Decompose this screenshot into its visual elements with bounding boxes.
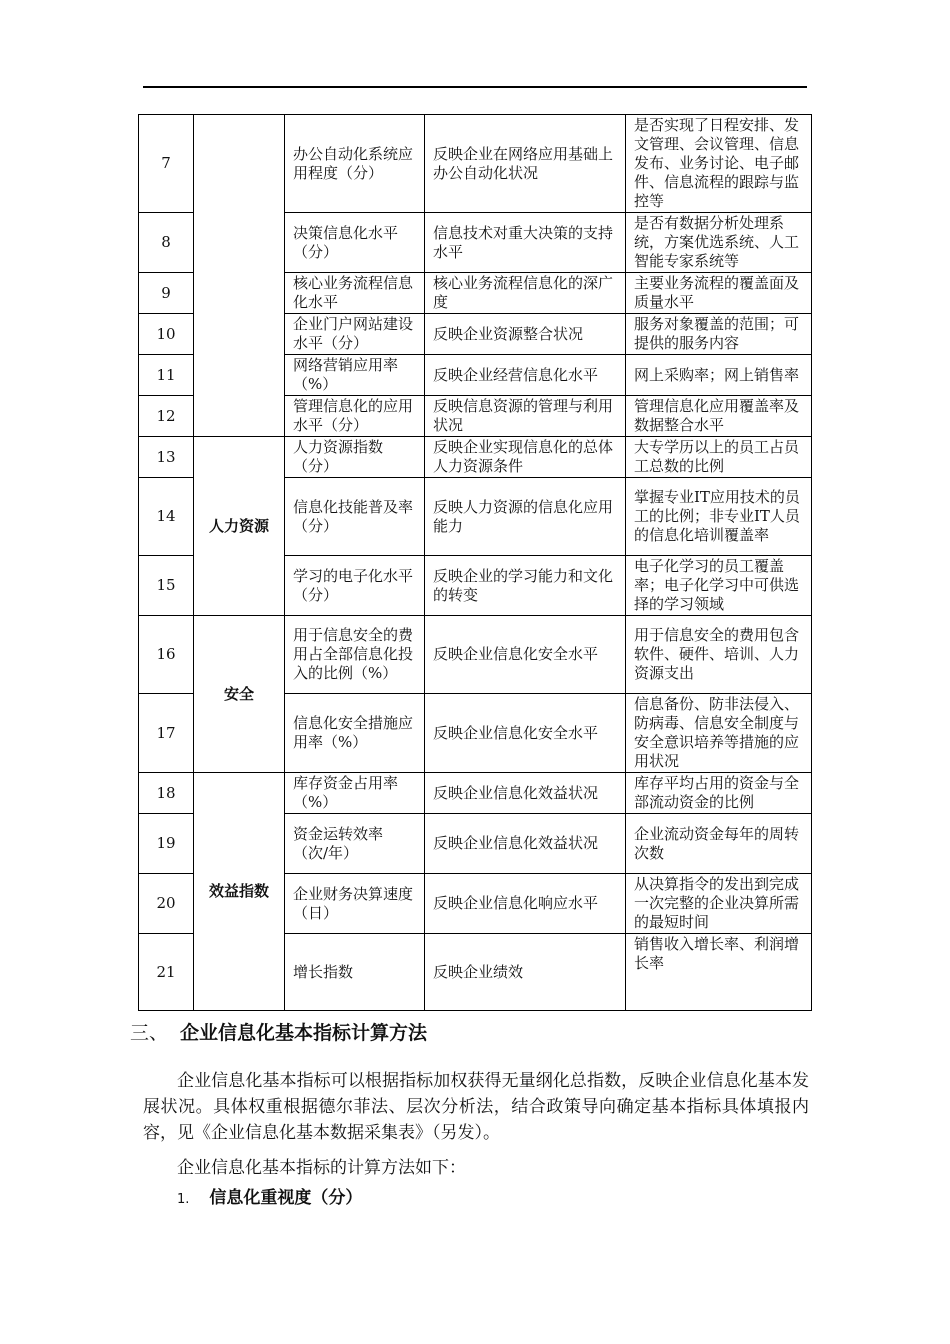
- indicator-name: 人力资源指数（分）: [285, 437, 425, 478]
- indicator-description: 服务对象覆盖的范围；可提供的服务内容: [626, 314, 812, 355]
- section-number: 三、: [130, 1022, 169, 1044]
- indicator-name: 用于信息安全的费用占全部信息化投入的比例（%）: [285, 616, 425, 694]
- category-hr: 人力资源: [194, 437, 285, 616]
- indicator-meaning: 反映企业信息化效益状况: [425, 814, 626, 874]
- indicator-name: 学习的电子化水平（分）: [285, 556, 425, 616]
- indicator-description: 主要业务流程的覆盖面及质量水平: [626, 273, 812, 314]
- table-row: [139, 437, 812, 478]
- row-number: 19: [139, 814, 194, 874]
- indicator-name: 核心业务流程信息化水平: [285, 273, 425, 314]
- indicator-meaning: 反映企业绩效: [425, 934, 626, 1011]
- indicator-description: 网上采购率；网上销售率: [626, 355, 812, 396]
- row-number: 15: [139, 556, 194, 616]
- indicator-name: 增长指数: [285, 934, 425, 1011]
- indicator-description: 是否实现了日程安排、发文管理、会议管理、信息发布、业务讨论、电子邮件、信息流程的跟踪与监控等: [626, 115, 812, 213]
- row-number: 21: [139, 934, 194, 1011]
- indicator-meaning: 反映人力资源的信息化应用能力: [425, 478, 626, 556]
- indicator-meaning: 反映信息资源的管理与利用状况: [425, 396, 626, 437]
- indicator-name: 企业财务决算速度（日）: [285, 874, 425, 934]
- row-number: 16: [139, 616, 194, 694]
- indicator-description: 从决算指令的发出到完成一次完整的企业决算所需的最短时间: [626, 874, 812, 934]
- indicator-meaning: 反映企业的学习能力和文化的转变: [425, 556, 626, 616]
- indicator-name: 资金运转效率（次/年）: [285, 814, 425, 874]
- row-number: 10: [139, 314, 194, 355]
- row-number: 18: [139, 773, 194, 814]
- indicator-name: 信息化安全措施应用率（%）: [285, 694, 425, 773]
- row-number: 12: [139, 396, 194, 437]
- indicator-description: 电子化学习的员工覆盖率；电子化学习中可供选择的学习领域: [626, 556, 812, 616]
- row-number: 17: [139, 694, 194, 773]
- indicator-table: [138, 114, 812, 1011]
- indicator-name: 企业门户网站建设水平（分）: [285, 314, 425, 355]
- category-security: 安全: [194, 616, 285, 773]
- indicator-meaning: 反映企业在网络应用基础上办公自动化状况: [425, 115, 626, 213]
- header-rule: [143, 86, 807, 88]
- indicator-name: 管理信息化的应用水平（分）: [285, 396, 425, 437]
- section-title: 企业信息化基本指标计算方法: [180, 1022, 428, 1044]
- indicator-name: 信息化技能普及率（分）: [285, 478, 425, 556]
- category-cell-empty: [194, 115, 285, 437]
- indicator-meaning: 反映企业信息化效益状况: [425, 773, 626, 814]
- table-row: [139, 773, 812, 814]
- table-row: [139, 115, 812, 213]
- row-number: 9: [139, 273, 194, 314]
- indicator-description: 用于信息安全的费用包含软件、硬件、培训、人力资源支出: [626, 616, 812, 694]
- indicator-meaning: 反映企业信息化响应水平: [425, 874, 626, 934]
- sub-heading: [177, 1183, 362, 1208]
- row-number: 8: [139, 213, 194, 273]
- indicator-description: 信息备份、防非法侵入、防病毒、信息安全制度与安全意识培养等措施的应用状况: [626, 694, 812, 773]
- body-paragraph: 企业信息化基本指标可以根据指标加权获得无量纲化总指数，反映企业信息化基本发展状况。具体权重根据德尔菲法、层次分析法，结合政策导向确定基本指标具体填报内容，见《企业信息化基本数据采集表》（另发）。: [143, 1071, 809, 1143]
- indicator-name: 决策信息化水平（分）: [285, 213, 425, 273]
- section-heading: [130, 1018, 427, 1045]
- indicator-description: 掌握专业IT应用技术的员工的比例；非专业IT人员的信息化培训覆盖率: [626, 478, 812, 556]
- body-paragraph: 企业信息化基本指标的计算方法如下：: [177, 1158, 466, 1178]
- row-number: 20: [139, 874, 194, 934]
- indicator-description: 企业流动资金每年的周转次数: [626, 814, 812, 874]
- indicator-name: 库存资金占用率（%）: [285, 773, 425, 814]
- indicator-meaning: 反映企业实现信息化的总体人力资源条件: [425, 437, 626, 478]
- indicator-name: 网络营销应用率（%）: [285, 355, 425, 396]
- indicator-description: 大专学历以上的员工占员工总数的比例: [626, 437, 812, 478]
- indicator-meaning: 信息技术对重大决策的支持水平: [425, 213, 626, 273]
- indicator-meaning: 反映企业信息化安全水平: [425, 616, 626, 694]
- indicator-description: 管理信息化应用覆盖率及数据整合水平: [626, 396, 812, 437]
- table-row: [139, 616, 812, 694]
- row-number: 7: [139, 115, 194, 213]
- sub-heading-title: 信息化重视度（分）: [209, 1188, 363, 1208]
- row-number: 11: [139, 355, 194, 396]
- sub-heading-number: 1.: [177, 1192, 190, 1207]
- indicator-meaning: 反映企业资源整合状况: [425, 314, 626, 355]
- indicator-description: 是否有数据分析处理系统，方案优选系统、人工智能专家系统等: [626, 213, 812, 273]
- indicator-description: 库存平均占用的资金与全部流动资金的比例: [626, 773, 812, 814]
- indicator-meaning: 反映企业经营信息化水平: [425, 355, 626, 396]
- indicator-meaning: 核心业务流程信息化的深广度: [425, 273, 626, 314]
- category-benefit: 效益指数: [194, 773, 285, 1011]
- row-number: 14: [139, 478, 194, 556]
- indicator-meaning: 反映企业信息化安全水平: [425, 694, 626, 773]
- row-number: 13: [139, 437, 194, 478]
- indicator-description: 销售收入增长率、利润增长率: [626, 934, 812, 1011]
- indicator-name: 办公自动化系统应用程度（分）: [285, 115, 425, 213]
